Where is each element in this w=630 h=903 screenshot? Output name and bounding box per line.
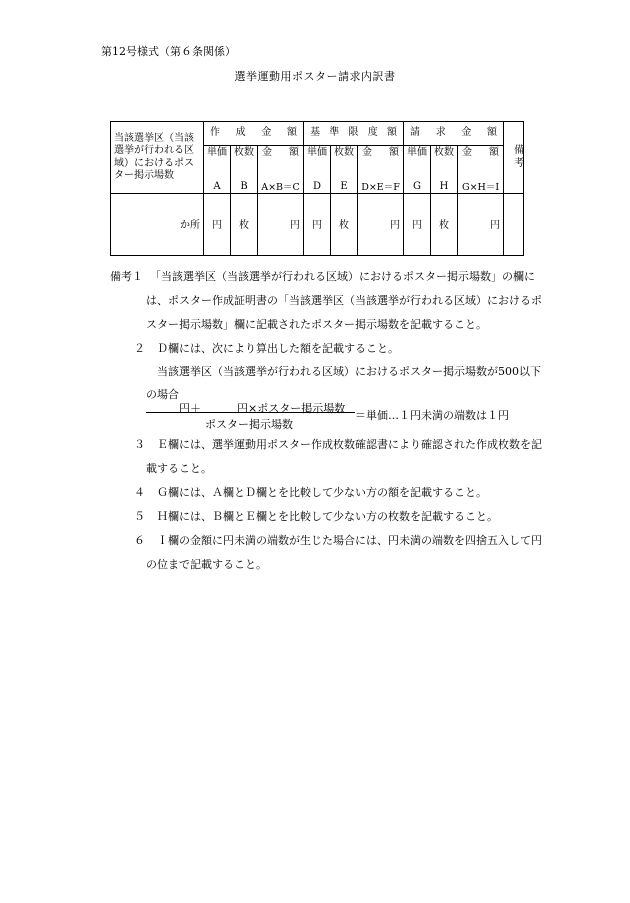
note-2-number: ２ [134,342,145,355]
note-1-line-2: は、ポスター作成証明書の「当該選挙区（当該選挙が行われる区域）におけるポ [146,294,542,307]
cell-d-unit[interactable]: 円 [304,194,331,256]
form-number: 第12号様式（第６条関係） [101,45,236,58]
sub-count-e: 枚数 E [331,146,358,194]
cell-g-unit[interactable]: 円 [404,194,431,256]
cell-e-unit[interactable]: 枚 [331,194,358,256]
formula-numerator-right: 円×ポスター掲示場数 [237,402,346,415]
document-title: 選挙運動用ポスター請求内訳書 [234,70,396,83]
cell-remarks[interactable] [504,194,524,256]
note-6-line-1: Ｉ欄の金額に円未満の端数が生じた場合には、円未満の端数を四捨五入して円 [157,534,542,547]
formula-fraction-bar [146,412,355,413]
cell-f-unit[interactable]: 円 [358,194,404,256]
formula-result: ＝単価…１円未満の端数は１円 [355,409,509,422]
note-3-number: ３ [134,438,145,451]
note-5-number: ５ [134,510,145,523]
note-4-line-1: Ｇ欄には、Ａ欄とＤ欄とを比較して少ない方の額を記載すること。 [157,486,487,499]
header-claim-amount: 請求金額 [404,122,504,146]
note-6-number: ６ [134,534,145,547]
note-2-line-3: の場合 [146,388,179,401]
note-1-heading: 備考１ [110,270,143,283]
sub-unit-price-a: 単価 A [204,146,231,194]
sub-amount-c: 金額 A×B＝C [258,146,304,194]
cell-b-unit[interactable]: 枚 [231,194,258,256]
sub-count-h: 枚数 H [431,146,458,194]
note-3-line-2: 載すること。 [146,462,212,475]
sub-unit-price-g: 単価 G [404,146,431,194]
breakdown-table [110,121,524,256]
note-1-line-1: 「当該選挙区（当該選挙が行われる区域）におけるポスター掲示場数」の欄に [150,270,535,283]
formula-numerator-left: 円＋ [179,402,201,415]
header-creation-amount: 作成金額 [204,122,304,146]
note-5-line-1: Ｈ欄には、Ｂ欄とＥ欄とを比較して少ない方の枚数を記載すること。 [157,510,498,523]
cell-h-unit[interactable]: 枚 [431,194,458,256]
sub-amount-i: 金額 G×H＝I [458,146,504,194]
note-6-line-2: の位まで記載すること。 [146,558,267,571]
note-3-line-1: Ｅ欄には、選挙運動用ポスター作成枚数確認書により確認された作成枚数を記 [157,438,542,451]
note-2-line-1: Ｄ欄には、次により算出した額を記載すること。 [157,342,399,355]
note-4-number: ４ [134,486,145,499]
header-poster-locations: 当該選挙区（当該選挙が行われる区域）におけるポスター掲示場数 [111,122,204,194]
sub-count-b: 枚数 B [231,146,258,194]
sub-amount-f: 金額 D×E＝F [358,146,404,194]
cell-places-unit[interactable]: か所 [111,194,204,256]
formula-denominator: ポスター掲示場数 [205,418,293,431]
cell-i-unit[interactable]: 円 [458,194,504,256]
cell-a-unit[interactable]: 円 [204,194,231,256]
sub-unit-price-d: 単価 D [304,146,331,194]
header-remarks: 備考 [504,122,524,194]
note-1-line-3: スター掲示場数」欄に記載されたポスター掲示場数を記載すること。 [146,318,487,331]
note-2-line-2: 当該選挙区（当該選挙が行われる区域）におけるポスター掲示場数が500以下 [157,365,541,378]
header-standard-limit: 基準限度額 [304,122,404,146]
cell-c-unit[interactable]: 円 [258,194,304,256]
